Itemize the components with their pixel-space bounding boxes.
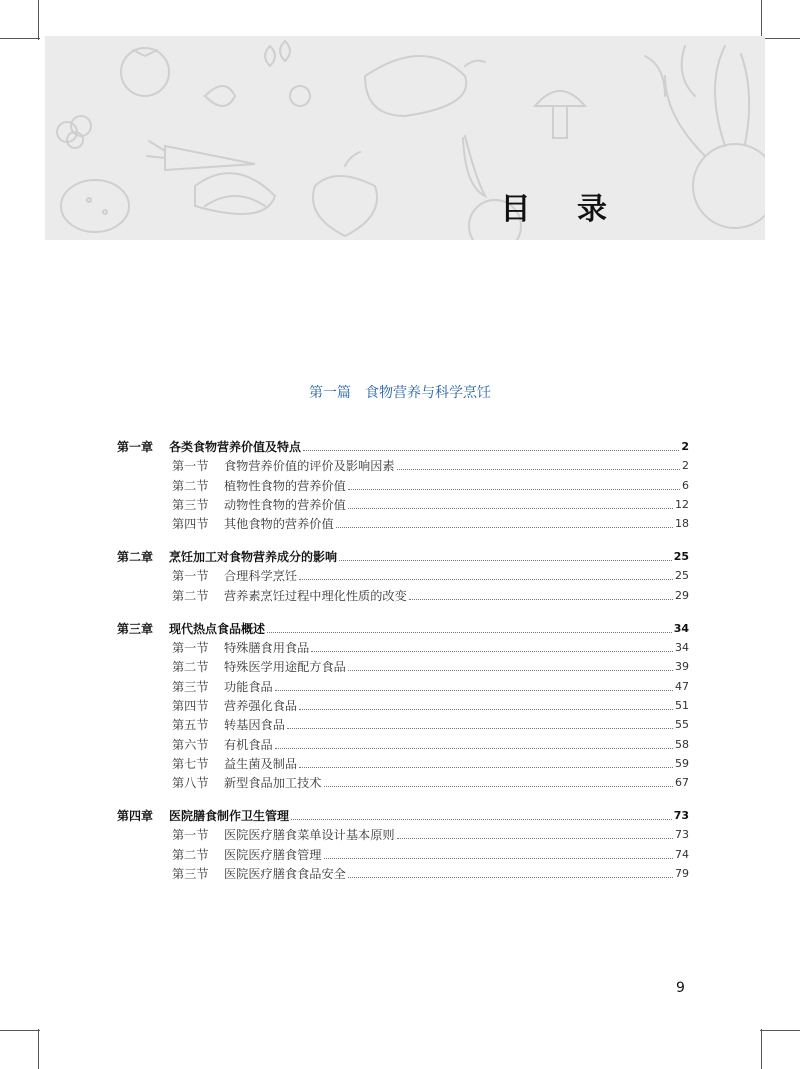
dot-leader bbox=[348, 489, 680, 490]
section-entry[interactable] bbox=[117, 753, 689, 772]
section-title: 有机食品 bbox=[224, 737, 273, 752]
section-number: 第八节 bbox=[172, 776, 209, 791]
section-entry[interactable] bbox=[117, 656, 689, 675]
crop-mark bbox=[761, 1029, 762, 1069]
page-ref: 73 bbox=[675, 828, 689, 842]
page-ref: 2 bbox=[681, 440, 689, 453]
page-ref: 34 bbox=[675, 641, 689, 655]
dot-leader bbox=[299, 579, 673, 580]
section-number: 第二节 bbox=[172, 660, 209, 675]
table-of-contents bbox=[117, 434, 689, 894]
dot-leader bbox=[348, 877, 673, 878]
page-ref: 25 bbox=[675, 569, 689, 583]
dot-leader bbox=[287, 728, 673, 729]
section-title: 益生菌及制品 bbox=[224, 756, 298, 771]
page-ref: 12 bbox=[675, 497, 689, 511]
vegetable-illustration bbox=[45, 36, 765, 240]
page-title: 目 录 bbox=[500, 192, 625, 227]
section-title: 营养素烹饪过程中理化性质的改变 bbox=[224, 588, 407, 603]
page-ref: 47 bbox=[675, 679, 689, 693]
section-entry[interactable] bbox=[117, 824, 689, 843]
section-entry[interactable] bbox=[117, 733, 689, 752]
page-ref: 18 bbox=[675, 517, 689, 531]
section-entry[interactable] bbox=[117, 637, 689, 656]
crop-mark bbox=[760, 1030, 800, 1031]
crop-mark bbox=[38, 0, 39, 40]
section-entry[interactable] bbox=[117, 455, 689, 474]
chapter-entry[interactable] bbox=[117, 616, 689, 637]
page-ref: 51 bbox=[675, 698, 689, 712]
chapter-title: 烹饪加工对食物营养成分的影响 bbox=[169, 550, 338, 565]
section-number: 第三节 bbox=[172, 867, 209, 882]
section-entry[interactable] bbox=[117, 675, 689, 694]
section-entry[interactable] bbox=[117, 513, 689, 532]
page-ref: 67 bbox=[675, 776, 689, 790]
header-banner bbox=[45, 36, 765, 240]
part-title: 第一篇 食物营养与科学烹饪 bbox=[309, 385, 491, 401]
section-number: 第五节 bbox=[172, 718, 209, 733]
dot-leader bbox=[303, 450, 679, 451]
crop-mark bbox=[38, 1029, 39, 1069]
section-entry[interactable] bbox=[117, 714, 689, 733]
section-number: 第七节 bbox=[172, 756, 209, 771]
chapter-title: 各类食物营养价值及特点 bbox=[169, 440, 302, 454]
section-title: 特殊医学用途配方食品 bbox=[224, 660, 346, 675]
page-ref: 59 bbox=[675, 756, 689, 770]
section-entry[interactable] bbox=[117, 695, 689, 714]
crop-mark bbox=[761, 0, 762, 40]
chapter-entry[interactable] bbox=[117, 803, 689, 824]
page-ref: 39 bbox=[675, 660, 689, 674]
section-number: 第二节 bbox=[172, 588, 209, 603]
dot-leader bbox=[397, 838, 673, 839]
dot-leader bbox=[324, 858, 674, 859]
section-number: 第三节 bbox=[172, 679, 209, 694]
section-entry[interactable] bbox=[117, 772, 689, 791]
crop-mark bbox=[0, 1030, 40, 1031]
dot-leader bbox=[348, 508, 673, 509]
chapter-number: 第四章 bbox=[117, 809, 154, 824]
chapter-block bbox=[117, 616, 689, 791]
dot-leader bbox=[336, 527, 673, 528]
section-title: 其他食物的营养价值 bbox=[224, 517, 334, 532]
chapter-number: 第三章 bbox=[117, 621, 154, 636]
crop-mark bbox=[760, 38, 800, 39]
chapter-block bbox=[117, 434, 689, 532]
section-number: 第二节 bbox=[172, 478, 209, 493]
section-title: 动物性食物的营养价值 bbox=[224, 497, 346, 512]
page-ref: 34 bbox=[673, 621, 689, 635]
dot-leader bbox=[291, 819, 672, 820]
dot-leader bbox=[299, 709, 673, 710]
section-number: 第一节 bbox=[172, 641, 209, 656]
page-number: 9 bbox=[676, 980, 685, 996]
dot-leader bbox=[275, 690, 673, 691]
dot-leader bbox=[409, 599, 673, 600]
chapter-title: 现代热点食品概述 bbox=[169, 621, 266, 636]
section-entry[interactable] bbox=[117, 863, 689, 882]
chapter-number: 第一章 bbox=[117, 440, 154, 454]
section-number: 第一节 bbox=[172, 569, 209, 584]
section-number: 第四节 bbox=[172, 698, 209, 713]
chapter-entry[interactable] bbox=[117, 544, 689, 565]
chapter-number: 第二章 bbox=[117, 550, 154, 565]
section-number: 第一节 bbox=[172, 459, 209, 474]
page-ref: 58 bbox=[675, 737, 689, 751]
section-title: 新型食品加工技术 bbox=[224, 776, 322, 791]
section-title: 合理科学烹饪 bbox=[224, 569, 298, 584]
section-title: 植物性食物的营养价值 bbox=[224, 478, 346, 493]
section-title: 营养强化食品 bbox=[224, 698, 298, 713]
page-ref: 79 bbox=[675, 867, 689, 881]
dot-leader bbox=[275, 748, 673, 749]
section-entry[interactable] bbox=[117, 843, 689, 862]
section-title: 医院医疗膳食食品安全 bbox=[224, 867, 346, 882]
chapter-block bbox=[117, 544, 689, 604]
section-title: 转基因食品 bbox=[224, 718, 285, 733]
chapter-title: 医院膳食制作卫生管理 bbox=[169, 809, 290, 824]
page-ref: 29 bbox=[675, 588, 689, 602]
section-entry[interactable] bbox=[117, 584, 689, 603]
dot-leader bbox=[299, 767, 673, 768]
dot-leader bbox=[397, 469, 680, 470]
section-number: 第六节 bbox=[172, 737, 209, 752]
page-ref: 74 bbox=[675, 847, 689, 861]
section-title: 功能食品 bbox=[224, 679, 273, 694]
section-title: 食物营养价值的评价及影响因素 bbox=[224, 459, 395, 474]
dot-leader bbox=[324, 786, 674, 787]
crop-mark bbox=[0, 38, 40, 39]
section-number: 第二节 bbox=[172, 847, 209, 862]
section-title: 医院医疗膳食菜单设计基本原则 bbox=[224, 828, 395, 843]
chapter-block bbox=[117, 803, 689, 882]
page-ref: 2 bbox=[682, 459, 689, 473]
page-ref: 25 bbox=[673, 550, 689, 564]
page-ref: 73 bbox=[673, 809, 689, 823]
dot-leader bbox=[339, 560, 672, 561]
section-number: 第三节 bbox=[172, 497, 209, 512]
section-number: 第四节 bbox=[172, 517, 209, 532]
section-entry[interactable] bbox=[117, 474, 689, 493]
section-number: 第一节 bbox=[172, 828, 209, 843]
section-entry[interactable] bbox=[117, 565, 689, 584]
page-ref: 6 bbox=[682, 478, 689, 492]
page-ref: 55 bbox=[675, 718, 689, 732]
section-title: 特殊膳食用食品 bbox=[224, 641, 310, 656]
section-title: 医院医疗膳食管理 bbox=[224, 847, 322, 862]
dot-leader bbox=[267, 632, 672, 633]
chapter-entry[interactable] bbox=[117, 434, 689, 455]
section-entry[interactable] bbox=[117, 494, 689, 513]
dot-leader bbox=[348, 670, 673, 671]
dot-leader bbox=[311, 651, 673, 652]
